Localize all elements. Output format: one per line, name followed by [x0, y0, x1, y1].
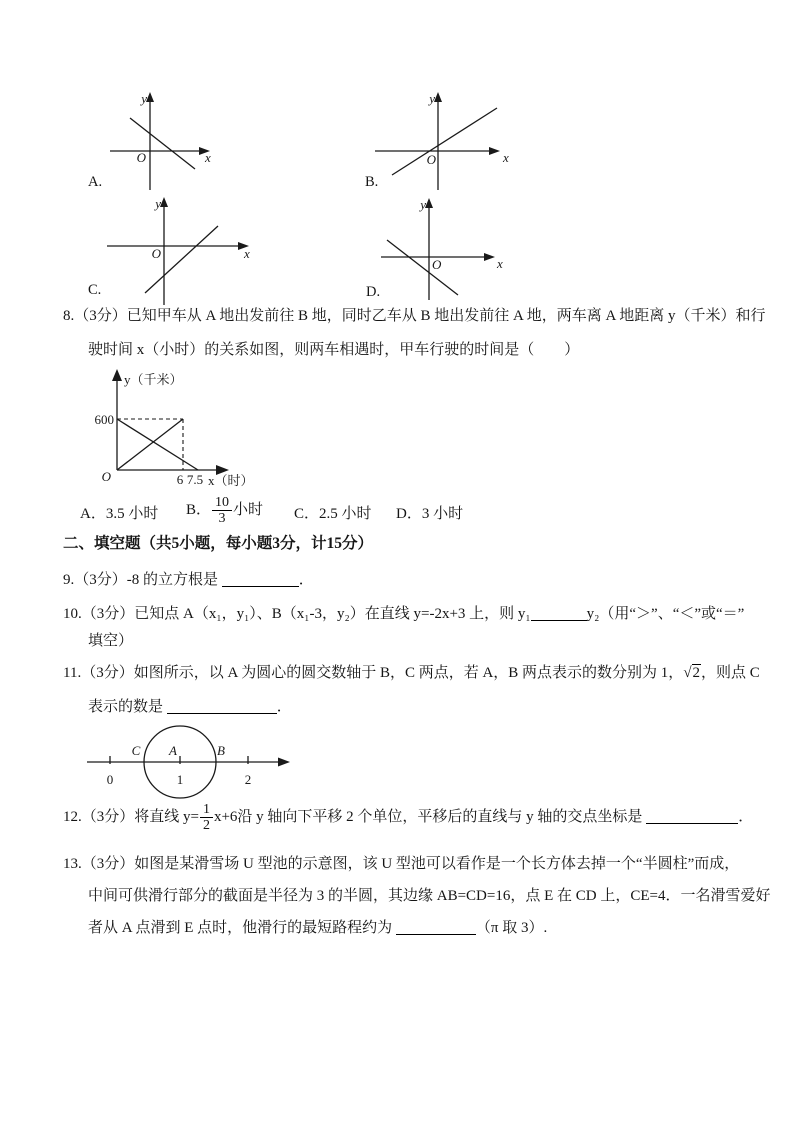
- q8-line2: 驶时间 x（小时）的关系如图，则两车相遇时，甲车行驶的时间是（ ）: [88, 342, 580, 358]
- origin-label: O: [151, 246, 161, 261]
- y-axis-arrowhead: [425, 198, 433, 208]
- q8-option-d: D．3 小时: [396, 506, 464, 522]
- q9-line: [63, 570, 314, 590]
- q11-line2: [88, 697, 292, 717]
- option-graph-d: [363, 198, 511, 304]
- q8-option-a: A．3.5 小时: [80, 506, 159, 522]
- q13-line2: 中间可供滑行部分的截面是半径为 3 的半圆，其边缘 AB=CD=16，点 E 在 CD 上，CE=4．一名滑雪爱好: [88, 888, 771, 904]
- q8-option-b-suffix: 小时: [233, 502, 264, 519]
- fraction-1-2: $\frac{1}{2}$: [200, 802, 213, 833]
- x-axis-label: x: [244, 246, 250, 261]
- q11-line1: [63, 663, 760, 683]
- x-tick-6: 6: [176, 472, 184, 487]
- function-line: [387, 240, 458, 295]
- option-a-label: A.: [88, 174, 103, 190]
- tick-2-label: 2: [244, 772, 252, 787]
- function-line: [392, 108, 497, 175]
- y-axis-label: y: [141, 91, 147, 106]
- option-d-label: D.: [366, 284, 381, 300]
- q13-line1: 13.（3分）如图是某滑雪场 U 型池的示意图，该 U 型池可以看作是一个长方体去掉一个“半圆柱”而成，: [63, 856, 740, 872]
- q9-text: 9.（3分）-8 的立方根是: [63, 572, 222, 588]
- q13-text1: 者从 A 点滑到 E 点时，他滑行的最短路程约为: [88, 920, 396, 936]
- x-axis-label: x: [503, 150, 509, 165]
- q12-text1: 12.（3分）将直线 y=: [63, 809, 199, 826]
- y-tick-600: 600: [94, 412, 114, 427]
- y-axis-arrowhead: [434, 92, 442, 102]
- q9-period: ．: [298, 572, 314, 588]
- section2-header: 二、填空题（共5小题，每小题3分，计15分）: [63, 535, 374, 552]
- origin-label: O: [426, 152, 436, 167]
- y-axis-arrowhead: [146, 92, 154, 102]
- sqrt-2: √2: [683, 665, 701, 681]
- y-axis-label: y: [429, 91, 435, 106]
- y-axis-arrowhead: [112, 369, 122, 381]
- option-c-label: C.: [88, 282, 102, 298]
- q13-line3: [88, 918, 547, 938]
- option-graph-c: [95, 196, 265, 308]
- x-axis-arrowhead: [484, 253, 495, 261]
- q12-answer-blank: [646, 823, 738, 824]
- tick-0-label: 0: [106, 772, 114, 787]
- fraction-10-3: $\frac{10}{3}$: [212, 495, 232, 526]
- q8-option-c: C．2.5 小时: [294, 506, 372, 522]
- y-axis-label: y（千米）: [124, 372, 183, 387]
- x-axis-label: x: [497, 256, 503, 271]
- q10-line1: [63, 604, 744, 624]
- q11-answer-blank: [167, 713, 277, 714]
- q10-line2: 填空）: [88, 633, 134, 649]
- q12-period: ．: [738, 809, 754, 826]
- q11-period: ．: [276, 699, 292, 715]
- option-graph-b: [365, 90, 515, 198]
- q11-text2: ，则点 C: [701, 665, 760, 681]
- q11-numberline: [85, 716, 300, 804]
- q10-answer-blank: [531, 620, 587, 621]
- origin-label: O: [432, 257, 442, 272]
- q12-line: [63, 802, 753, 833]
- numberline-arrowhead: [278, 758, 290, 767]
- rising-line: [117, 419, 183, 470]
- q10-text2: y₂（用“＞”、“＜”或“＝”: [586, 606, 745, 622]
- tick-1-label: 1: [176, 772, 184, 787]
- q8-option-b-label: B．: [186, 502, 212, 519]
- q13-answer-blank: [396, 934, 476, 935]
- q9-answer-blank: [222, 586, 299, 587]
- q8-line1: 8.（3分）已知甲车从 A 地出发前往 B 地，同时乙车从 B 地出发前往 A 地，两车离 A 地距离 y（千米）和行: [63, 308, 766, 324]
- x-axis-label: x: [205, 150, 211, 165]
- y-axis-label: y: [420, 197, 426, 212]
- falling-line: [117, 419, 198, 470]
- q12-text2: x+6沿 y 轴向下平移 2 个单位，平移后的直线与 y 轴的交点坐标是: [213, 809, 647, 826]
- y-axis-arrowhead: [160, 197, 168, 207]
- q11-text1: 11.（3分）如图所示，以 A 为圆心的圆交数轴于 B，C 两点，若 A，B 两点表示的数分别为 1，: [63, 665, 684, 681]
- q8-graph: [88, 368, 268, 490]
- q10-text1: 10.（3分）已知点 A（x₁，y₁）、B（x₁-3，y₂）在直线 y=-2x+3 上，则 y₁: [63, 606, 531, 622]
- origin-label: O: [136, 150, 146, 165]
- option-graph-a: [98, 90, 216, 198]
- q8-option-b: [186, 495, 263, 526]
- x-axis-arrowhead: [489, 147, 500, 155]
- point-b-label: B: [217, 743, 225, 758]
- point-a-label: A: [169, 743, 177, 758]
- point-c-label: C: [131, 743, 141, 758]
- y-axis-label: y: [155, 196, 161, 211]
- q11-text3: 表示的数是: [88, 699, 167, 715]
- origin-label: O: [101, 469, 111, 484]
- x-axis-label: x（时）: [208, 473, 254, 488]
- x-tick-7-5: 7.5: [186, 472, 204, 487]
- option-b-label: B.: [365, 174, 379, 190]
- q13-text2: （π 取 3）.: [475, 920, 548, 936]
